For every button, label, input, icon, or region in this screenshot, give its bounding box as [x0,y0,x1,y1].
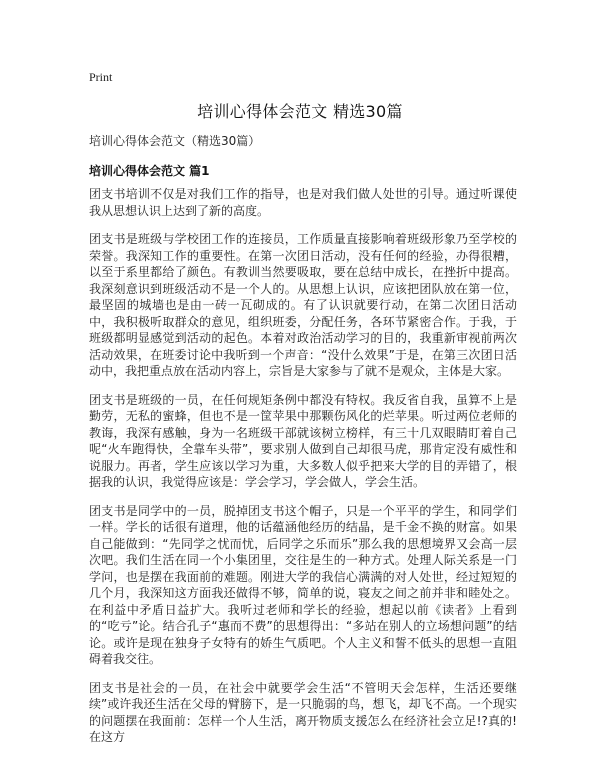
document-title: 培训心得体会范文 精选30篇 [197,102,403,121]
document-subtitle: 培训心得体会范文（精选30篇） [89,134,261,148]
article-body [89,186,517,758]
paragraph-2: 团支书是班级与学校团工作的连接员，工作质量直接影响着班级形象乃至学校的荣誉。我深知工作的重要性。在第一次团日活动，没有任何的经验，办得很糟，以至于系里都给了颜色。有教训当然要吸取，要在总结中成长，在挫折中提高。我深刻意识到班级活动不是一个人的。从思想上认识，应该把团队放在第一位，最坚固的城墙也是由一砖一瓦砌成的。有了认识就要行动，在第二次团日活动中，我积极听取群众的意见，组织班委，分配任务，各环节紧密合作。于我，于班级都明显感觉到活动的起色。本着对政治活动学习的目的，我重新审视前两次活动效果，在班委讨论中我听到一个声音：“没什么效果”于是，在第三次团日活动中，我把重点放在活动内容上，宗旨是大家参与了就不是观众，主体是大家。 [89,232,517,378]
paragraph-1: 团支书培训不仅是对我们工作的指导，也是对我们做人处世的引导。通过听课使我从思想认识上达到了新的高度。 [89,187,517,218]
section-heading: 培训心得体会范文 篇1 [89,164,210,178]
print-link[interactable]: Print [89,70,113,84]
paragraph-3: 团支书是班级的一员，在任何规矩条例中都没有特权。我反省自我，虽算不上是勤劳，无私的蜜蜂，但也不是一筐苹果中那颗伤风化的烂苹果。听过两位老师的教诲，我深有感触，身为一名班级干部就该树立榜样，有三十几双眼睛盯着自己呢“火车跑得快，全靠车头带”，要求别人做到自己却很马虎，那肯定没有威性和说服力。再者，学生应该以学习为重，大多数人似乎把来大学的目的弄错了，根据我的认识，我觉得应该是：学会学习，学会做人，学会生活。 [89,392,517,489]
paragraph-5: 团支书是社会的一员，在社会中就要学会生活“不管明天会怎样，生活还要继续”或许我还生活在父母的臂膀下，是一只脆弱的鸟，想飞，却飞不高。一个现实的问题摆在我面前：怎样一个人生活，离开物质支援怎么在经济社会立足!?真的!在这方 [89,680,517,744]
paragraph-4: 团支书是同学中的一员，脱掉团支书这个帽子，只是一个平平的学生，和同学们一样。学长的话很有道理，他的话蕴涵他经历的结晶，是千金不换的财富。如果自己能做到：“先同学之忧而忧，后同学之乐而乐”那么我的思想境界又会高一层次吧。我们生活在同一个小集团里，交往是生的一种方式。处理人际关系是一门学问，也是摆在我面前的难题。刚进大学的我信心满满的对人处世，经过短短的几个月，我深知这方面我还做得不够，简单的说，寝友之间之前并非和睦处之。在利益中矛盾日益扩大。我听过老师和学长的经验，想起以前《读者》上看到的“吃亏”论。结合孔子“惠而不费”的思想得出：“多站在别人的立场想问题”的结论。或许是现在独身子女特有的娇生气质吧。个人主义和誓不低头的思想一直阻碍着我交往。 [89,503,517,666]
